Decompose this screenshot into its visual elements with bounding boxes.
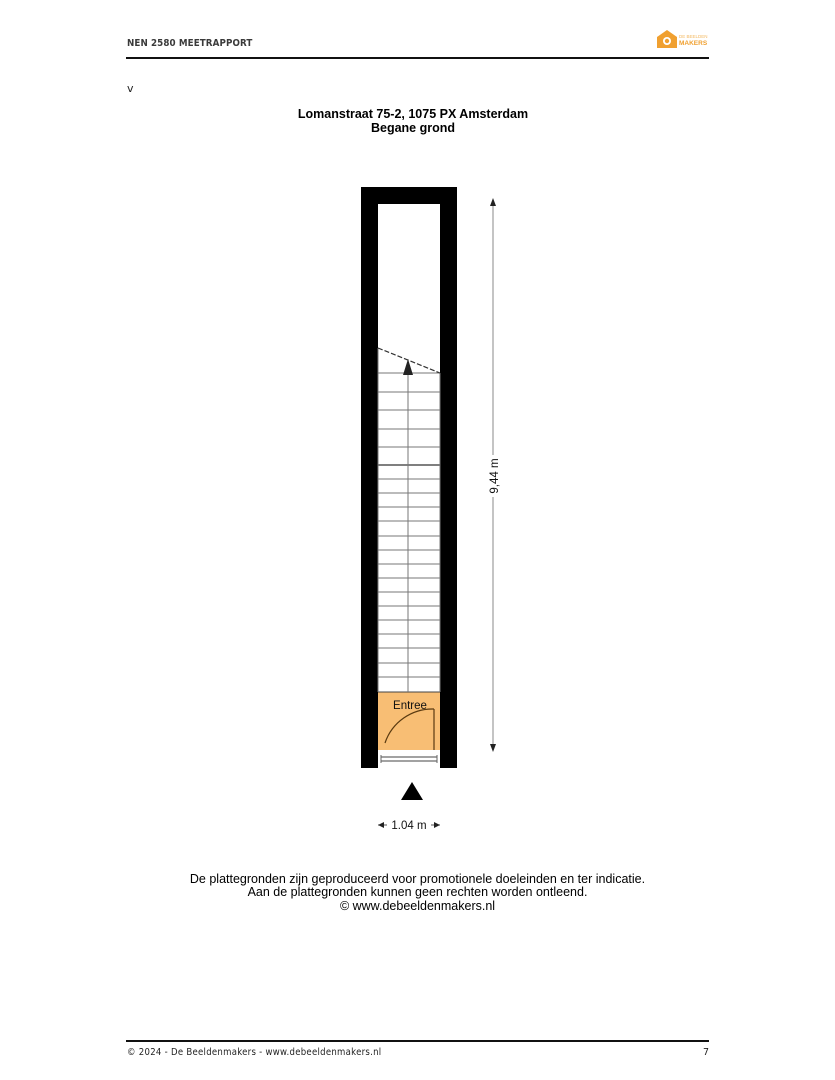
- section-marker: v: [127, 82, 134, 95]
- disclaimer-line-2: Aan de plattegronden kunnen geen rechten worden ontleend.: [247, 885, 588, 900]
- disclaimer-line-1: De plattegronden zijn geproduceerd voor promotionele doeleinden en ter indicatie.: [189, 872, 646, 886]
- svg-text:MAKERS: MAKERS: [679, 40, 708, 47]
- svg-text:DE BEELDEN: DE BEELDEN: [679, 34, 708, 39]
- address: Lomanstraat 75-2, 1075 PX Amsterdam: [297, 107, 529, 121]
- staircase: [378, 348, 440, 692]
- disclaimer-line-3: © www.debeeldenmakers.nl: [339, 898, 496, 913]
- width-dimension: [378, 820, 440, 832]
- disclaimer: [160, 873, 675, 913]
- walls: [361, 187, 457, 768]
- page-number: 7: [702, 1047, 709, 1058]
- report-title: NEN 2580 MEETRAPPORT: [127, 38, 253, 49]
- entrance-triangle-icon: [401, 782, 423, 800]
- height-dimension-label: 9,44 m: [489, 458, 501, 494]
- footer-copyright: © 2024 - De Beeldenmakers - www.debeeldenmakers.nl: [127, 1047, 382, 1058]
- room-label-entree: Entree: [393, 700, 427, 712]
- width-dimension-label: 1.04 m: [391, 820, 427, 832]
- footer-divider: [126, 1040, 709, 1042]
- height-dimension: [486, 198, 501, 752]
- floor-name: Begane grond: [370, 121, 456, 135]
